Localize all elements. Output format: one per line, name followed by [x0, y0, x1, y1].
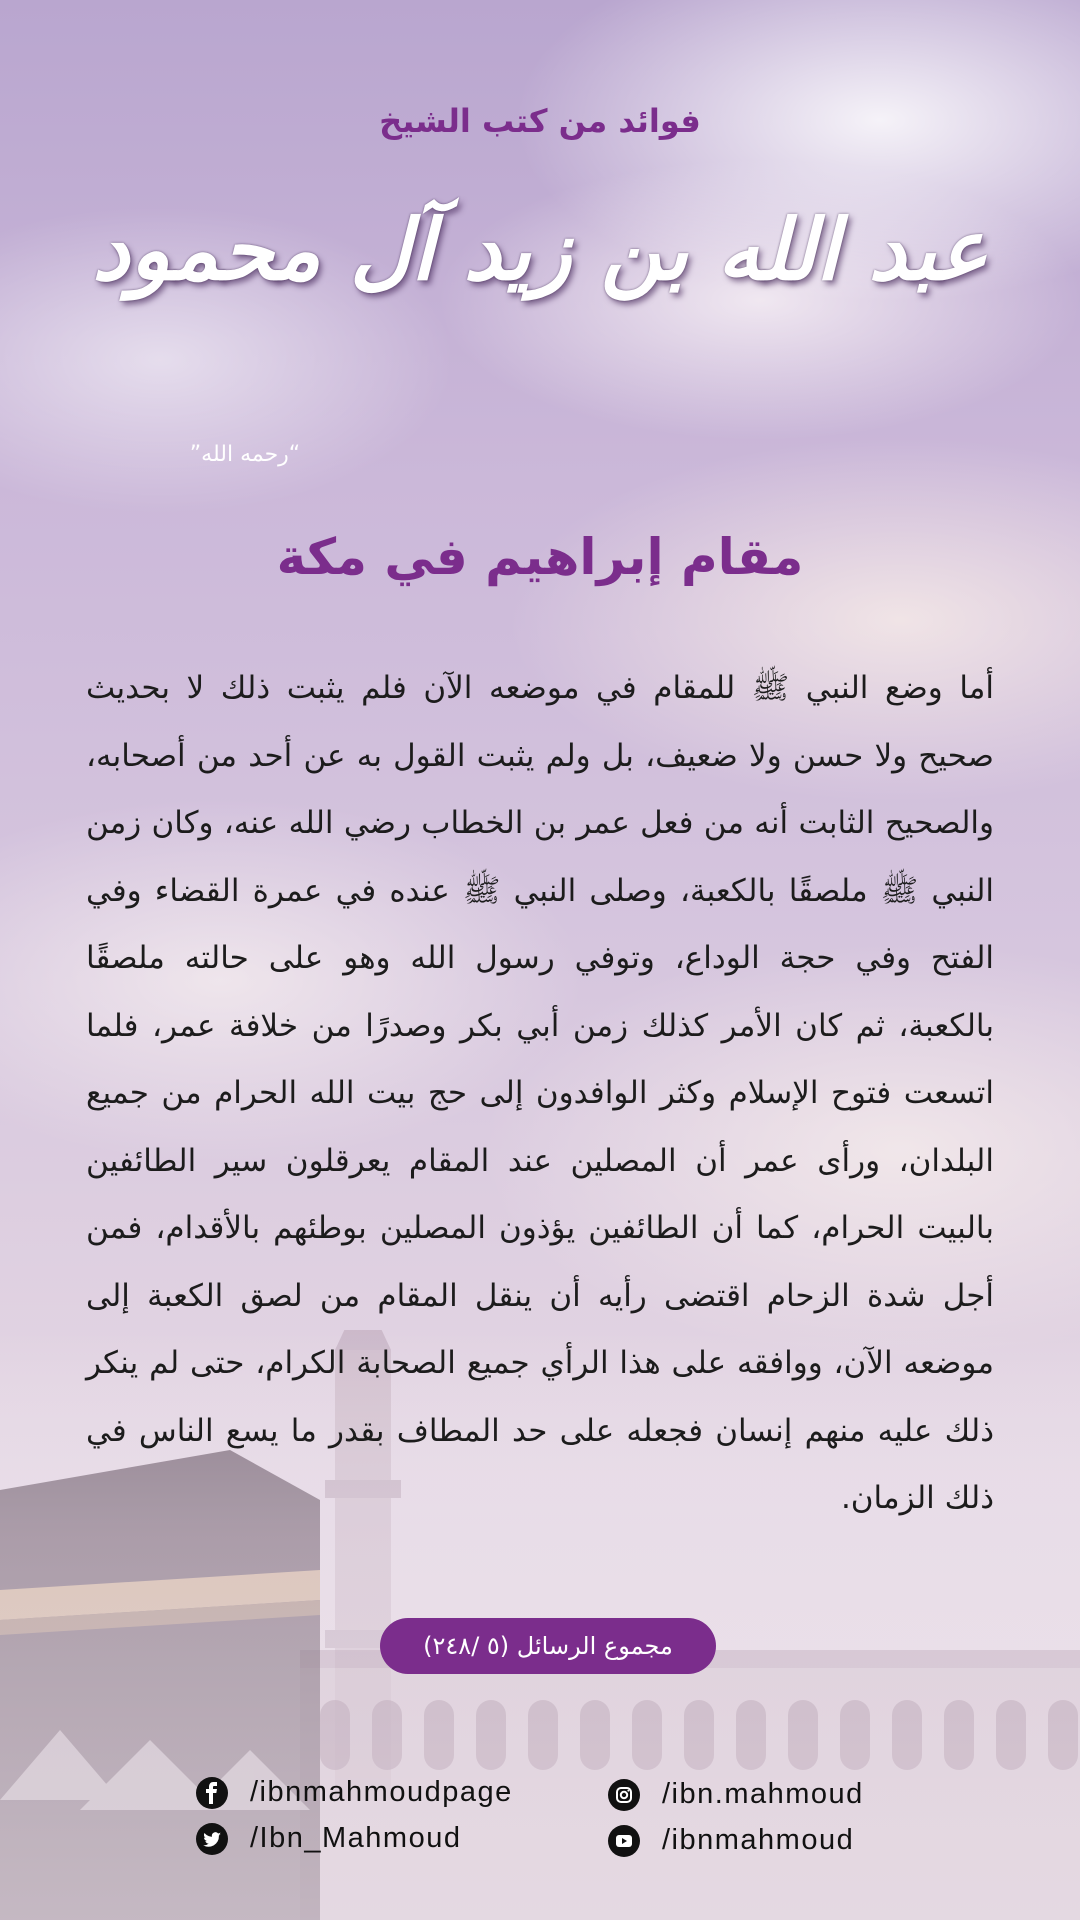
article-title: مقام إبراهيم في مكة: [276, 528, 804, 586]
instagram-handle: /ibn.mahmoud: [662, 1778, 864, 1810]
series-title: فوائد من كتب الشيخ: [379, 102, 701, 140]
twitter-icon: [196, 1823, 228, 1855]
youtube-handle: /ibnmahmoud: [662, 1824, 855, 1856]
honorific: “رحمه الله”: [189, 442, 301, 467]
twitter-link[interactable]: [196, 1822, 461, 1855]
facebook-link[interactable]: [196, 1776, 513, 1809]
twitter-handle: /Ibn_Mahmoud: [250, 1822, 462, 1854]
source-label: مجموع الرسائل (٥ /٢٤٨): [423, 1632, 673, 1660]
facebook-handle: /ibnmahmoudpage: [250, 1776, 513, 1808]
youtube-icon: [608, 1825, 640, 1857]
author-name-calligraphy: عبد الله بن زيد آل محمود: [92, 200, 988, 299]
facebook-icon: [196, 1777, 228, 1809]
youtube-link[interactable]: [608, 1824, 854, 1857]
instagram-icon: [608, 1779, 640, 1811]
article-body: أما وضع النبي ﷺ للمقام في موضعه الآن فلم يثبت ذلك لا بحديث صحيح ولا حسن ولا ضعيف، بل ولم يثبت القول به عن أحد من أصحابه، والصحيح الثابت أنه من فعل عمر بن الخطاب رضي الله عنه، وكان زمن النبي ﷺ ملصقًا بالكعبة، وصلى النبي ﷺ عنده في عمرة القضاء وفي الفتح وفي حجة الوداع، وتوفي رسول الله وهو على حالته ملصقًا بالكعبة، ثم كان الأمر كذلك زمن أبي بكر وصدرًا من خلافة عمر، فلما اتسعت فتوح الإسلام وكثر الوافدون إلى حج بيت الله الحرام من جميع البلدان، ورأى عمر أن المصلين عند المقام يعرقلون سير الطائفين بالبيت الحرام، كما أن الطائفين يؤذون المصلين بوطئهم بالأقدام، فمن أجل شدة الزحام اقتضى رأيه أن ينقل المقام من لصق الكعبة إلى موضعه الآن، ووافقه على هذا الرأي جميع الصحابة الكرام، حتى لم ينكر ذلك عليه منهم إنسان فجعله على حد المطاف بقدر ما يسع الناس في ذلك الزمان.: [86, 670, 994, 1516]
source-badge: [380, 1618, 716, 1674]
instagram-link[interactable]: [608, 1778, 864, 1811]
